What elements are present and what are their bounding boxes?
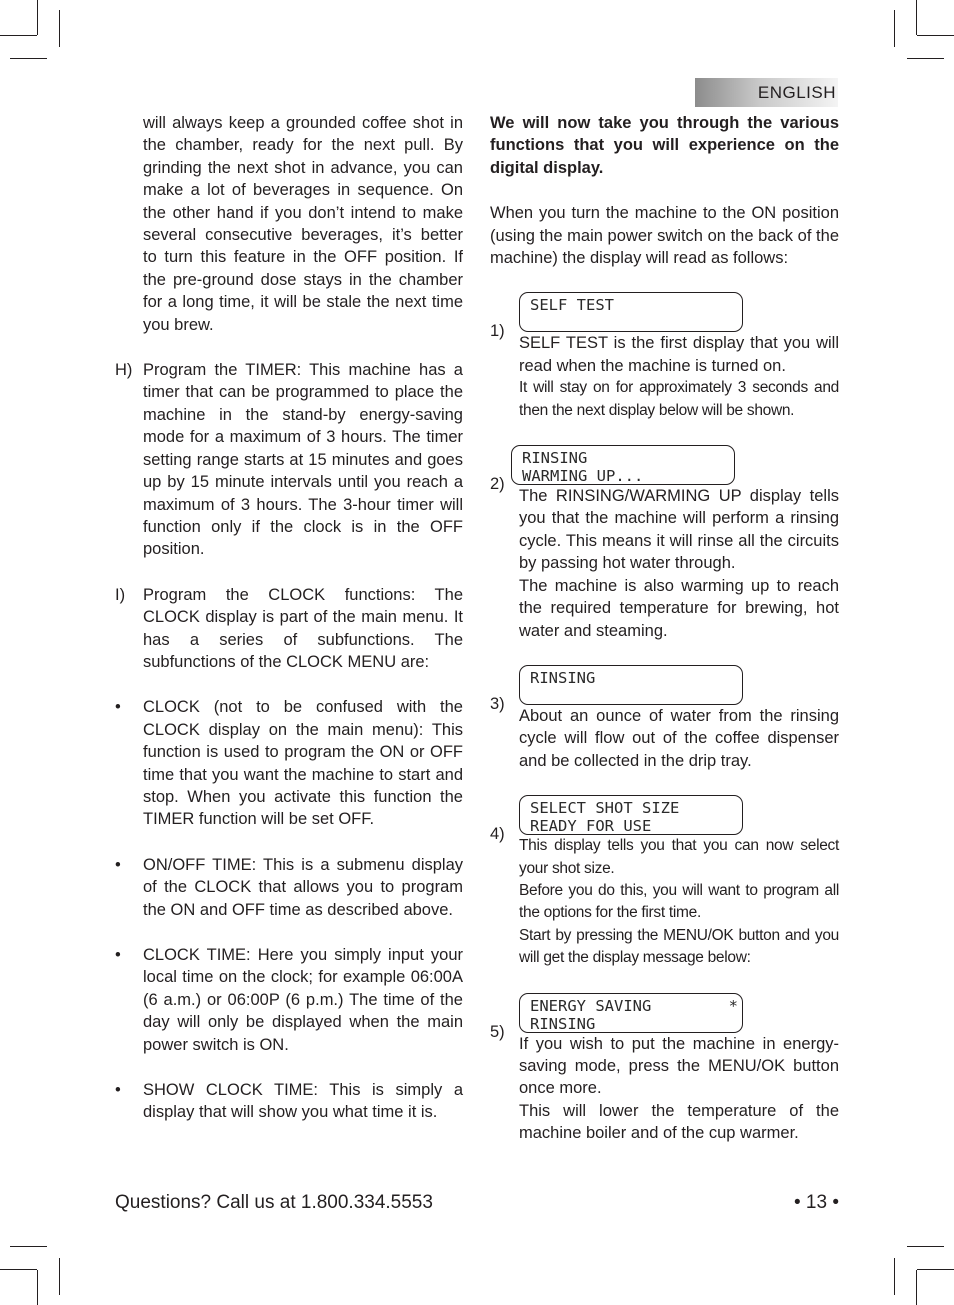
lcd-line-1: RINSING xyxy=(530,668,596,687)
lcd-line-1: ENERGY SAVING xyxy=(530,996,652,1015)
left-column xyxy=(115,112,463,1124)
lcd-line-2: WARMING UP... xyxy=(522,467,644,486)
bullet-clock xyxy=(115,696,463,830)
bullet-on-off-time xyxy=(115,854,463,921)
lcd-display xyxy=(519,292,743,332)
step-number: 2) xyxy=(490,475,505,494)
display-step-3 xyxy=(490,665,839,772)
step-description: The RINSING/WARMING UP display tells you that the machine will perform a rinsing cycle. This means it will rinse all the circuits by passing hot water through. xyxy=(519,487,839,573)
step-description: Start by pressing the MENU/OK button and you will get the display message below: xyxy=(519,926,839,967)
lead-paragraph: When you turn the machine to the ON position (using the main power switch on the back of the machine) the display will read as follows: xyxy=(490,204,839,268)
display-step-2 xyxy=(490,445,839,642)
step-description: SELF TEST is the first display that you will read when the machine is turned on. xyxy=(519,334,839,375)
step-number: 1) xyxy=(490,322,505,341)
list-item-text: Program the CLOCK functions: The CLOCK display is part of the main menu. It has a series of subfunctions. The subfunctions of the CLOCK MENU are: xyxy=(143,585,463,671)
lcd-display xyxy=(519,993,743,1033)
lcd-line-1: RINSING xyxy=(522,449,588,468)
lcd-line-2: RINSING xyxy=(530,1014,596,1033)
language-tab xyxy=(695,78,838,107)
list-item-timer xyxy=(115,359,463,561)
page-number: • 13 • xyxy=(794,1192,839,1213)
step-description: If you wish to put the machine in energy-saving mode, press the MENU/OK button once more. xyxy=(519,1034,839,1098)
step-description: Before you do this, you will want to program all the options for the first time. xyxy=(519,881,839,922)
lcd-line-2: READY FOR USE xyxy=(530,817,652,836)
continuation-paragraph: will always keep a grounded coffee shot in the chamber, ready for the next pull. By grinding the next shot in advance, you can make a lot of beverages in sequence. On the other hand if you don’t intend to make several consecutive beverages, it’s better to turn this feature in the OFF position. If the pre-ground dose stays in the chamber for a long time, it will be stale the next time you brew. xyxy=(143,114,463,334)
asterisk-icon: * xyxy=(728,996,738,1015)
lcd-display xyxy=(519,665,743,705)
bullet-show-clock-time xyxy=(115,1079,463,1124)
intro-paragraph: We will now take you through the various functions that you will experience on the digital display. xyxy=(490,114,839,177)
step-description: This display tells you that you can now select your shot size. xyxy=(519,837,839,877)
lcd-display xyxy=(519,795,743,835)
step-number: 4) xyxy=(490,825,505,844)
display-step-5 xyxy=(490,993,839,1145)
display-step-4 xyxy=(490,795,839,969)
bullet-marker: • xyxy=(115,946,121,964)
lcd-display xyxy=(511,445,735,485)
bullet-marker: • xyxy=(115,698,121,717)
bullet-clock-time xyxy=(115,944,463,1056)
bullet-text: SHOW CLOCK TIME: This is simply a display that will show you what time it is. xyxy=(143,1081,463,1122)
step-number: 3) xyxy=(490,694,505,713)
list-item-text: Program the TIMER: This machine has a timer that can be programmed to place the machine in the stand-by energy-saving mode for a maximum of 3 hours. The timer setting range starts at 15 minutes and goes up by 15 minute intervals until you reach a maximum of 3 hours. The 3-hour timer will function only if the clock is in the OFF position. xyxy=(143,361,463,559)
step-description: About an ounce of water from the rinsing cycle will flow out of the coffee dispenser and be collected in the drip tray. xyxy=(519,706,839,770)
step-description: This will lower the temperature of the machine boiler and of the cup warmer. xyxy=(519,1101,839,1143)
display-step-1 xyxy=(490,292,839,422)
lcd-line-1: SELECT SHOT SIZE xyxy=(530,799,680,818)
bullet-marker: • xyxy=(115,1081,121,1100)
bullet-text: CLOCK (not to be confused with the CLOCK display on the main menu): This function is used to program the ON or OFF time that you want the machine to start and stop. When you activate this function the TIMER function will be set OFF. xyxy=(143,698,463,829)
list-marker: H) xyxy=(115,361,133,380)
step-number: 5) xyxy=(490,1022,505,1041)
step-description: The machine is also warming up to reach the required temperature for brewing, hot water and steaming. xyxy=(519,576,839,640)
right-column xyxy=(490,112,839,1145)
bullet-marker: • xyxy=(115,855,121,874)
bullet-text: ON/OFF TIME: This is a submenu display of the CLOCK that allows you to program the ON and OFF time as described above. xyxy=(143,855,463,919)
lcd-line-1: SELF TEST xyxy=(530,296,614,315)
list-item-clock xyxy=(115,584,463,674)
footer-contact: Questions? Call us at 1.800.334.5553 xyxy=(115,1192,433,1213)
language-label: ENGLISH xyxy=(757,83,836,102)
list-marker: I) xyxy=(115,585,126,604)
step-description: It will stay on for approximately 3 seconds and then the next display below will be shown. xyxy=(519,379,839,419)
bullet-text: CLOCK TIME: Here you simply input your local time on the clock; for example 06:00A (6 a.m.) or 06:00P (6 p.m.) The time of the day will only be displayed when the main power switch is ON. xyxy=(143,946,463,1054)
